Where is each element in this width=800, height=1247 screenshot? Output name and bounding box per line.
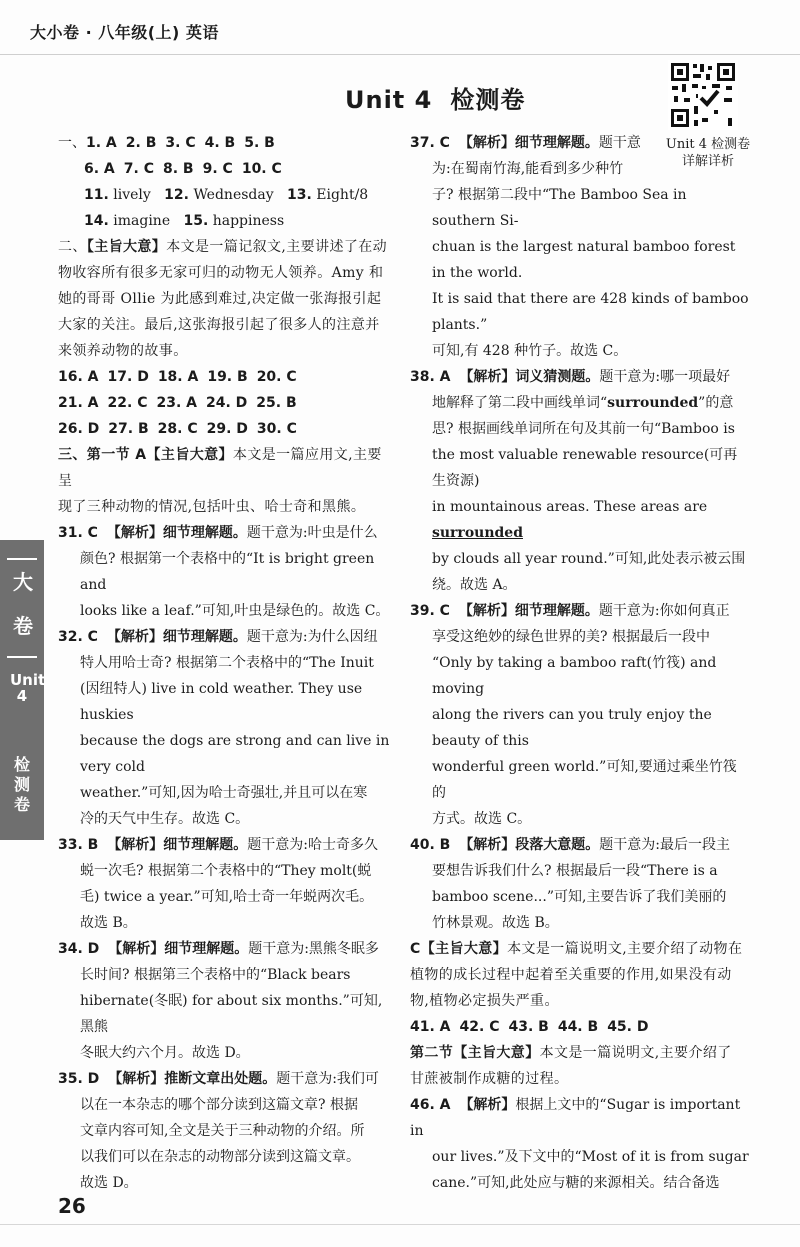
question-explanation-31: 31. C 【解析】细节理解题。题干意为:叶虫是什么 颜色? 根据第一个表格中的“It is bright green and looks like a leaf.”可知,叶虫是绿色的。故选 C。 [58, 525, 390, 619]
question-explanation-37: 37. C 【解析】细节理解题。题干意 为:在蜀南竹海,能看到多少种竹 子? 根据第二段中“The Bamboo Sea in southern Si- chuan is the largest natural bamboo forest in the world. It is said that there are 428 kinds of bamboo plants.” 可知,有 428 种竹子。故选 C。 [410, 135, 749, 359]
side-tab-label: 检测卷 [13, 755, 30, 814]
page-title-text: 检测卷 [450, 86, 526, 114]
side-tab-char-1: 大 [13, 570, 33, 594]
answer-row: 16. A 17. D 18. A 19. B 20. C [58, 369, 297, 385]
side-tab [0, 540, 44, 840]
question-explanation-34: 34. D 【解析】细节理解题。题干意为:黑熊冬眠多 长时间? 根据第三个表格中的“Black bears hibernate(冬眠) for about six months.”可知,黑熊 冬眠大约六个月。故选 D。 [58, 941, 383, 1061]
question-explanation-46: 46. A 【解析】根据上文中的“Sugar is important in our lives.”及下文中的“Most of it is from sugar cane.”可知,此处应与糖的来源相关。结合备选 [410, 1097, 749, 1190]
book-label: 大小卷 · 八年级(上) 英语 [30, 23, 219, 42]
right-column [410, 130, 750, 1190]
page-number: 26 [58, 1194, 86, 1218]
question-explanation-32: 32. C 【解析】细节理解题。题干意为:为什么因纽 特人用哈士奇? 根据第二个表格中的“The Inuit (因纽特人) live in cold weather. They use huskies because the dogs are strong and can live in very cold weather.”可知,因为哈士奇强壮,并且可以在寒 冷的天气中生存。故选 C。 [58, 629, 390, 827]
question-explanation-35: 35. D 【解析】推断文章出处题。题干意为:我们可 以在一本杂志的哪个部分读到这篇文章? 根据 文章内容可知,全文是关于三种动物的介绍。所 以我们可以在杂志的动物部分读到这篇文章。 故选 D。 [58, 1071, 379, 1190]
section-label: 一、 [58, 135, 86, 151]
side-tab-char-2: 卷 [13, 614, 33, 638]
summary-paragraph: 第二节【主旨大意】本文是一篇说明文,主要介绍了 甘蔗被制作成糖的过程。 [410, 1045, 732, 1087]
answer-row: 14. imagine 15. happiness [84, 213, 285, 229]
question-explanation-33: 33. B 【解析】细节理解题。题干意为:哈士奇多久 蜕一次毛? 根据第二个表格中的“They molt(蜕 毛) twice a year.”可知,哈士奇一年蜕两次毛。 故选 B。 [58, 837, 378, 931]
answer-row: 26. D 27. B 28. C 29. D 30. C [58, 421, 297, 437]
page-title [345, 80, 525, 115]
page-title-unit: Unit 4 [345, 86, 433, 114]
summary-paragraph: C【主旨大意】本文是一篇说明文,主要介绍了动物在 植物的成长过程中起着至关重要的作用,如果没有动 物,植物必定损失严重。 [410, 941, 743, 1009]
side-tab-unit: Unit 4 [10, 671, 46, 705]
footer-divider [0, 1224, 800, 1225]
underlined-word: surrounded [432, 525, 523, 541]
answer-row: 21. A 22. C 23. A 24. D 25. B [58, 395, 297, 411]
header-divider [0, 54, 800, 55]
question-explanation-38: 38. A 【解析】词义猜测题。题干意为:哪一项最好 地解释了第二段中画线单词“surrounded”的意 思? 根据画线单词所在句及其前一句“Bamboo is the most valuable renewable resource(可再生资源) in mountainous areas. These areas are surrounded by clouds all year round.”可知,此处表示被云围 绕。故选 A。 [410, 369, 746, 593]
summary-paragraph: 二、【主旨大意】本文是一篇记叙文,主要讲述了在动 物收容所有很多无家可归的动物无人领养。Amy 和 她的哥哥 Ollie 为此感到难过,决定做一张海报引起 大家的关注。最后,这张海报引起了很多人的注意并 来领养动物的故事。 [58, 239, 388, 359]
qr-code-icon[interactable] [668, 60, 738, 130]
qr-caption-line-2: 详解详析 [681, 154, 734, 169]
question-explanation-40: 40. B 【解析】段落大意题。题干意为:最后一段主 要想告诉我们什么? 根据最后一段“There is a bamboo scene...”可知,主要告诉了我们美丽的 竹林景观。故选 B。 [410, 837, 730, 931]
question-explanation-39: 39. C 【解析】细节理解题。题干意为:你如何真正 享受这绝妙的绿色世界的美? 根据最后一段中 “Only by taking a bamboo raft(竹筏) and moving along the rivers can you truly enjoy the beauty of this wonderful green world.”可知,要通过乘坐竹筏的 方式。故选 C。 [410, 603, 737, 827]
answer-row: 11. lively 12. Wednesday 13. Eight/8 [84, 187, 369, 203]
answer-row: 一、1. A 2. B 3. C 4. B 5. B [58, 135, 275, 151]
answer-row: 41. A 42. C 43. B 44. B 45. D [410, 1019, 649, 1035]
qr-caption-line-1: Unit 4 检测卷 [665, 137, 751, 152]
summary-paragraph: 三、第一节 A【主旨大意】本文是一篇应用文,主要呈 现了三种动物的情况,包括叶虫、哈士奇和黑熊。 [58, 447, 382, 515]
left-column [58, 130, 393, 1190]
answer-row: 6. A 7. C 8. B 9. C 10. C [84, 161, 282, 177]
